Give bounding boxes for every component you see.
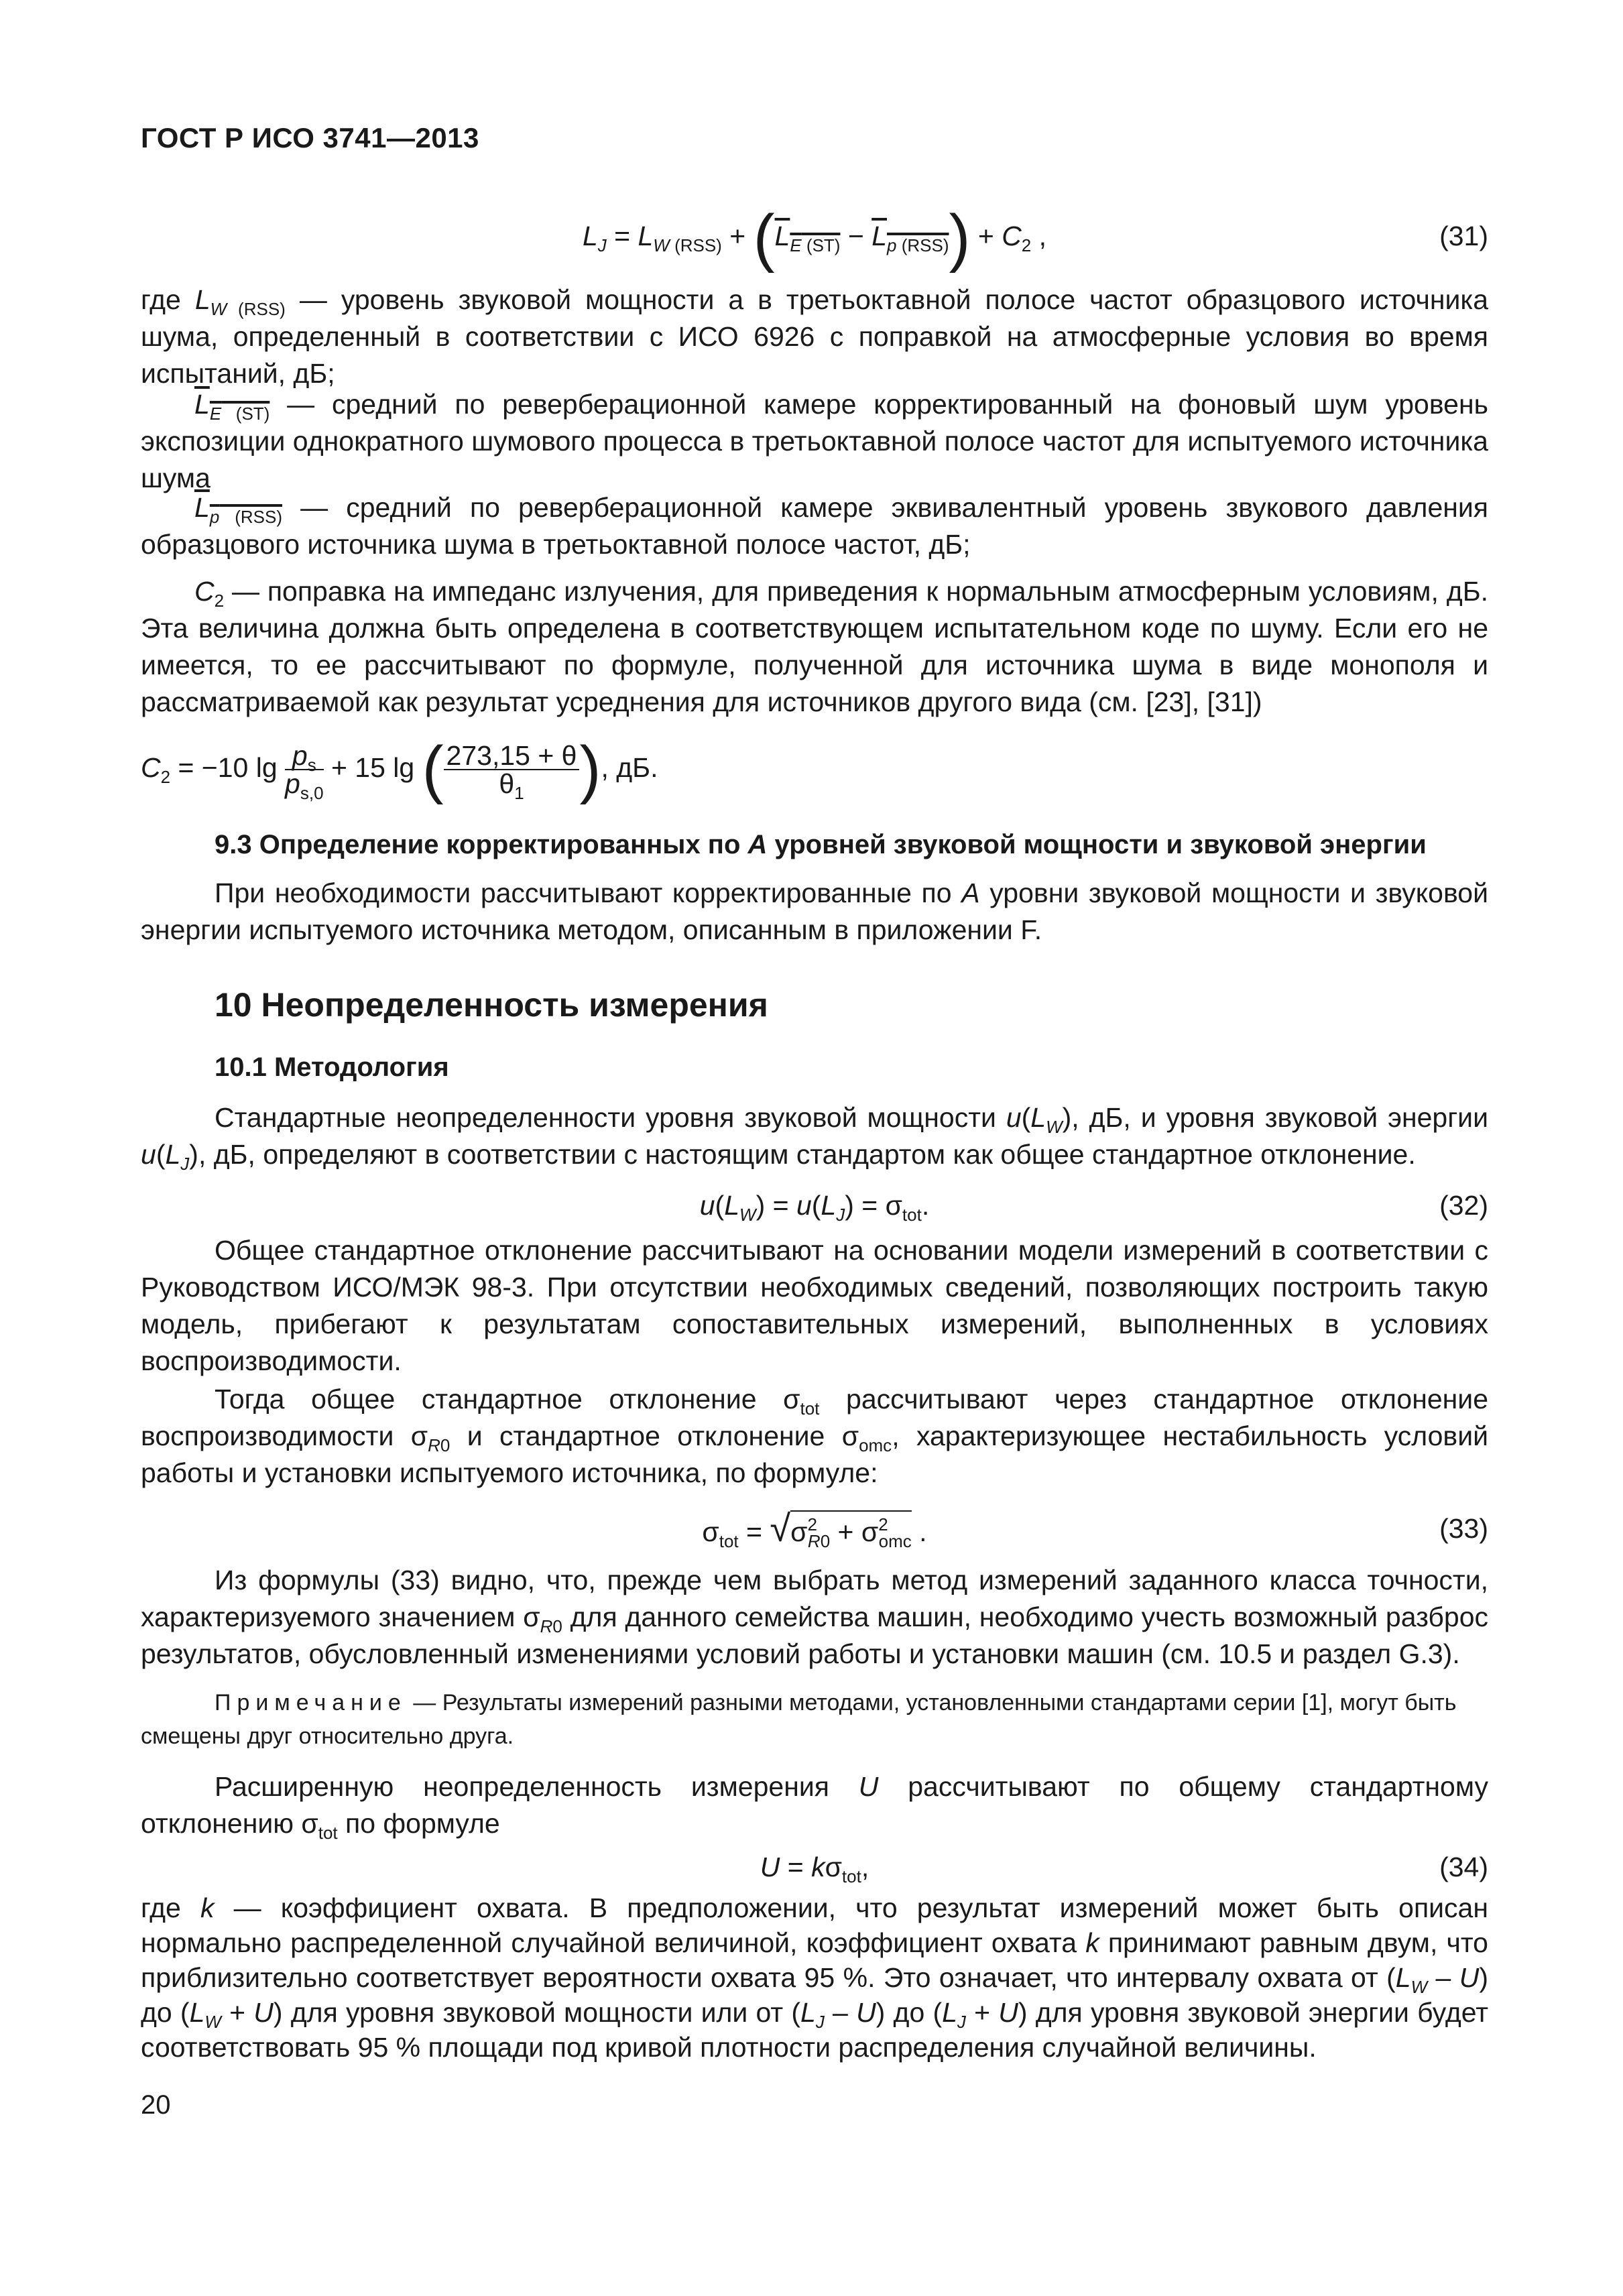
section-9-3-title-b: уровней звуковой мощности и звуковой энергии xyxy=(767,830,1427,859)
section-9-3-title-i: A xyxy=(747,830,768,859)
section-9-3-text xyxy=(141,875,1488,949)
definition-le-st: $L_{E (ST)}$ — средний по реверберационной камере корректированный на фоновый шум уровень экспозиции однократного шумового процесса в третьоктавной полосе частот для испытуемого источника шума xyxy=(141,389,1488,493)
equation-31 xyxy=(141,202,1488,274)
definition-c2-text: — поправка на импеданс излучения, для приведения к нормальным атмосферным условиям, дБ. Эта величина должна быть определена в соответствующем испытательном коде по шуму. Если его не имеется, то ее рассчитывают по формуле, полученной для источника шума в виде монополя и рассматриваемой как результат усреднения для источников другого вида (см. [23], [31]) xyxy=(141,576,1488,717)
p5-b: рассчитывают по общему стандартному отклонению xyxy=(141,1771,1488,1839)
section-10-1-p3: Тогда общее стандартное отклонение $\sigma_{tot}$ рассчитывают через стандартное отклонение воспроизводимости $\sigma_{R0}$ и стандартное отклонение $\sigma_{omc}$, характеризующее нестабильность условий работы и установки испытуемого источника, по формуле: xyxy=(141,1384,1489,1488)
equation-31-formula: $L_J = L_{W (RSS)} + (L_{E (ST)} - L_{p (RSS)}) + C_2$ , xyxy=(582,202,1047,274)
equation-34 xyxy=(141,1847,1488,1887)
equation-32-number: (32) xyxy=(1439,1190,1488,1221)
p6-d: для уровня звуковой мощности или от xyxy=(282,1997,792,2028)
p1-a: Стандартные неопределенности уровня звуковой мощности xyxy=(215,1102,1006,1133)
section-9-3-title xyxy=(215,830,1427,860)
p5-c: по формуле xyxy=(337,1808,500,1839)
p3-b: рассчитывают через стандартное отклонение воспроизводимости xyxy=(141,1384,1488,1451)
p3-d: , характеризующее нестабильность условий работы и установки испытуемого источника, по формуле: xyxy=(141,1421,1489,1488)
section-10-1-title: 10.1 Методология xyxy=(215,1052,449,1082)
p6-a: где xyxy=(141,1892,200,1923)
p5-a: Расширенную неопределенность измерения xyxy=(215,1771,859,1802)
equation-33 xyxy=(141,1502,1488,1555)
p4-b: для данного семейства машин, необходимо учесть возможный разброс результатов, обусловленный изменениями условий работы и установки машин (см. 10.5 и раздел G.3). xyxy=(141,1602,1489,1669)
definition-lw-rss-text: — уровень звуковой мощности а в третьоктавной полосе частот образцового источника шума, определенный в соответствии с ИСО 6926 с поправкой на атмосферные условия во время испытаний, дБ; xyxy=(141,284,1488,389)
section-10-1-p4: Из формулы (33) видно, что, прежде чем выбрать метод измерений заданного класса точности, характеризуемого значением $\sigma_{R0}$ для данного семейства машин, необходимо учесть возможный разброс результатов, обусловленный изменениями условий работы и установки машин (см. 10.5 и раздел G.3). xyxy=(141,1565,1489,1669)
section-10-1-p5: Расширенную неопределенность измерения U рассчитывают по общему стандартному отклонению $\sigma_{tot}$ по формуле xyxy=(141,1771,1488,1843)
equation-33-formula: $\sigma_{tot} = √\sigma^2_{R0} + \sigma^2_{omc}$ . xyxy=(702,1507,927,1551)
section-9-3-text-b: уровни звуковой мощности и звуковой энергии испытуемого источника методом, описанным в приложении F. xyxy=(141,878,1488,945)
p3-c: и стандартное отклонение xyxy=(450,1421,842,1451)
equation-c2-unit: , дБ. xyxy=(601,752,658,783)
note-text: — Результаты измерений разными методами, установленными стандартами серии [1], могут быть смещены друг относительно друга. xyxy=(141,1690,1457,1749)
section-9-3-title-a: 9.3 Определение корректированных по xyxy=(215,830,748,859)
definition-lp-rss-text: — средний по реверберационной камере эквивалентный уровень звукового давления образцового источника шума в третьоктавной полосе частот, дБ; xyxy=(141,492,1488,560)
definition-lw-rss: где $L_{W (RSS)}$ — уровень звуковой мощности а в третьоктавной полосе частот образцового источника шума, определенный в соответствии с ИСО 6926 с поправкой на атмосферные условия во время испытаний, дБ; xyxy=(141,284,1488,389)
definition-le-st-text: — средний по реверберационной камере корректированный на фоновый шум уровень экспозиции однократного шумового процесса в третьоктавной полосе частот для испытуемого источника шума xyxy=(141,389,1488,493)
definition-c2: $C_2$ — поправка на импеданс излучения, для приведения к нормальным атмосферным условиям, дБ. Эта величина должна быть определена в соответствующем испытательном коде по шуму. Если его не имеется, то ее рассчитывают по формуле, полученной для источника шума в виде монополя и рассматриваемой как результат усреднения для источников другого вида (см. [23], [31]) xyxy=(141,576,1488,717)
equation-c2: $C_2 = -10$ lg $\frac{p_s}{p_{s,0}}$ + 15 lg ( $\frac{273,15 + \theta}{\theta_1}$ ), дБ. xyxy=(141,733,658,806)
section-10-title: 10 Неопределенность измерения xyxy=(215,986,768,1024)
section-10-1-p6: где k — коэффициент охвата. В предположении, что результат измерений может быть описан нормально распределенной случайной величиной, коэффициент охвата k принимают равным двум, что приблизительно соответствует вероятности охвата 95 %. Это означает, что интервалу охвата от $(L_W - U)$ до $(L_W + U)$ для уровня звуковой мощности или от $(L_J - U)$ до $(L_J + U)$ для уровня звуковой энергии будет соответствовать 95 % площади под кривой плотности распределения случайной величины. xyxy=(141,1892,1488,2063)
equation-31-number: (31) xyxy=(1439,221,1488,251)
p6-e: для уровня звуковой энергии будет соответствовать 95 % площади под кривой плотности распределения случайной величины. xyxy=(141,1997,1488,2063)
page-number: 20 xyxy=(141,2090,171,2120)
p1-b: , дБ, и уровня звуковой энергии xyxy=(1071,1102,1488,1133)
p3-a: Тогда общее стандартное отклонение xyxy=(215,1384,784,1414)
p6-c: принимают равным двум, что приблизительно соответствует вероятности охвата 95 %. Это означает, что интервалу охвата от xyxy=(141,1927,1488,1993)
note xyxy=(141,1686,1488,1753)
document-header: ГОСТ Р ИСО 3741—2013 xyxy=(141,122,479,154)
note-label: Примечание xyxy=(215,1690,407,1715)
section-9-3-text-a: При необходимости рассчитывают корректированные по xyxy=(215,878,962,908)
equation-32-formula: $u(L_W) = u(L_J) = \sigma_{tot}$. xyxy=(699,1190,930,1225)
p4-a: Из формулы (33) видно, что, прежде чем выбрать метод измерений заданного класса точности, характеризуемого значением xyxy=(141,1565,1488,1632)
p1-c: , дБ, определяют в соответствии с настоящим стандартом как общее стандартное отклонение. xyxy=(198,1139,1416,1170)
equation-34-formula: $U = k\sigma_{tot}$, xyxy=(760,1852,869,1886)
equation-34-number: (34) xyxy=(1439,1852,1488,1882)
p6-b: — коэффициент охвата. В предположении, что результат измерений может быть описан нормально распределенной случайной величиной, коэффициент охвата xyxy=(141,1892,1488,1958)
equation-33-number: (33) xyxy=(1439,1513,1488,1544)
section-9-3-text-i: A xyxy=(961,878,980,908)
section-10-1-p2: Общее стандартное отклонение рассчитывают на основании модели измерений в соответствии с Руководством ИСО/МЭК 98-3. При отсутствии необходимых сведений, позволяющих построить такую модель, прибегают к результатам сопоставительных измерений, выполненных в условиях воспроизводимости. xyxy=(141,1235,1488,1376)
definition-lp-rss: $L_{p (RSS)}$ — средний по реверберационной камере эквивалентный уровень звукового давления образцового источника шума в третьоктавной полосе частот, дБ; xyxy=(141,492,1488,560)
equation-32 xyxy=(141,1185,1488,1225)
section-10-1-p1: Стандартные неопределенности уровня звуковой мощности $u(L_W)$, дБ, и уровня звуковой энергии $u(L_J)$, дБ, определяют в соответствии с настоящим стандартом как общее стандартное отклонение. xyxy=(141,1102,1488,1174)
